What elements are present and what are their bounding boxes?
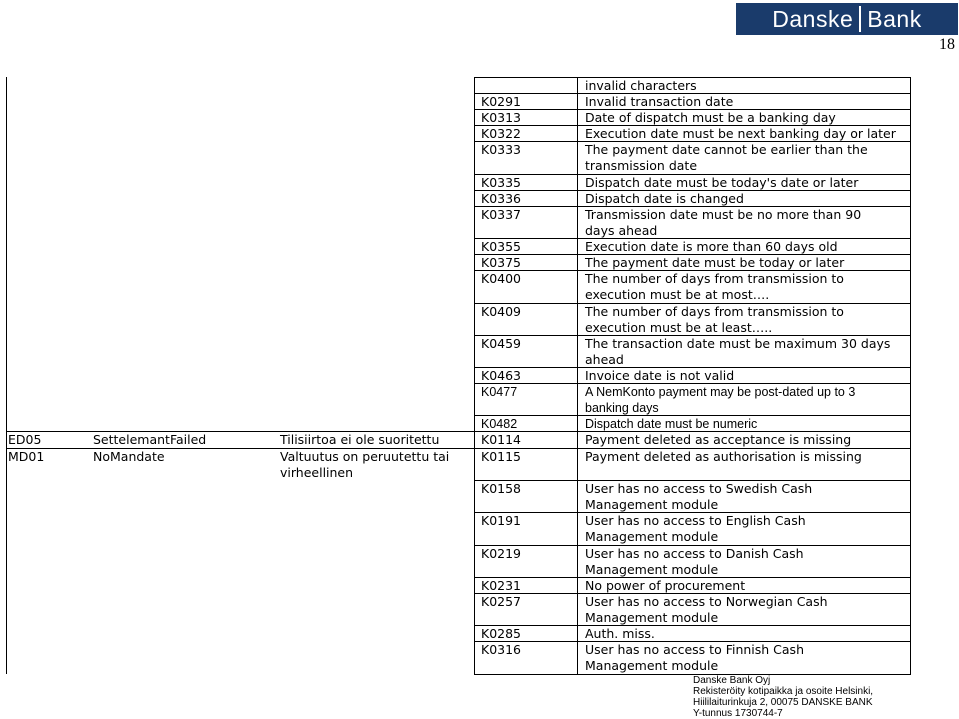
error-message-cell: Payment deleted as authorisation is missing bbox=[585, 449, 862, 464]
footer-business-id: Y-tunnus 1730744-7 bbox=[693, 708, 783, 719]
error-message-cell: Management module bbox=[585, 562, 719, 577]
logo-separator bbox=[859, 6, 861, 32]
error-message-cell: User has no access to English Cash bbox=[585, 513, 806, 528]
error-message-cell: ahead bbox=[585, 352, 624, 367]
table-row-border bbox=[474, 238, 911, 239]
error-message-cell: Dispatch date must be today's date or later bbox=[585, 175, 859, 190]
table-row-border bbox=[474, 125, 911, 126]
error-message-cell: User has no access to Danish Cash bbox=[585, 546, 804, 561]
table-row-border bbox=[474, 270, 911, 271]
error-code-cell: K0115 bbox=[481, 449, 522, 464]
error-message-cell: The transaction date must be maximum 30 days bbox=[585, 336, 891, 351]
error-code-cell: K0337 bbox=[481, 207, 522, 222]
table-row-border bbox=[474, 77, 911, 78]
error-code-cell: K0333 bbox=[481, 142, 522, 157]
table-row-border bbox=[474, 206, 911, 207]
error-message-cell: User has no access to Finnish Cash bbox=[585, 642, 804, 657]
table-left-border bbox=[6, 77, 7, 674]
error-message-cell: A NemKonto payment may be post-dated up to 3 bbox=[585, 385, 856, 399]
footer-address bbox=[693, 675, 873, 719]
error-message-cell: Management module bbox=[585, 497, 719, 512]
table-row-border bbox=[474, 415, 911, 416]
error-message-cell: Management module bbox=[585, 658, 719, 673]
footer-street-address: Hiililaiturinkuja 2, 00075 DANSKE BANK bbox=[693, 697, 873, 708]
error-code-cell: K0158 bbox=[481, 481, 522, 496]
error-code-cell: K0355 bbox=[481, 239, 522, 254]
table-row-border bbox=[474, 254, 911, 255]
table-row-border bbox=[474, 93, 911, 94]
error-message-cell: execution must be at least….. bbox=[585, 320, 773, 335]
table-row-border bbox=[474, 480, 911, 481]
error-message-cell: banking days bbox=[585, 401, 659, 415]
error-message-cell: Auth. miss. bbox=[585, 626, 655, 641]
page-number: 18 bbox=[939, 36, 955, 53]
error-code-cell: K0316 bbox=[481, 642, 522, 657]
error-message-cell: Dispatch date must be numeric bbox=[585, 417, 758, 431]
error-message-cell: Execution date must be next banking day or later bbox=[585, 126, 896, 141]
error-message-cell: Execution date is more than 60 days old bbox=[585, 239, 838, 254]
footer-company: Danske Bank Oyj bbox=[693, 675, 771, 686]
error-code-cell: K0335 bbox=[481, 175, 522, 190]
table-row-border bbox=[6, 431, 911, 432]
finnish-description-cell: Tilisiirtoa ei ole suoritettu bbox=[280, 432, 440, 447]
error-code-cell: K0409 bbox=[481, 304, 522, 319]
error-message-cell: Management module bbox=[585, 610, 719, 625]
error-code-cell: K0477 bbox=[481, 385, 518, 399]
status-code-cell: MD01 bbox=[8, 449, 45, 464]
error-code-cell: K0322 bbox=[481, 126, 522, 141]
error-message-cell: User has no access to Norwegian Cash bbox=[585, 594, 828, 609]
table-row-border bbox=[474, 109, 911, 110]
error-message-cell: The payment date cannot be earlier than the bbox=[585, 142, 868, 157]
logo-word-danske: Danske bbox=[772, 5, 854, 32]
table-row-border bbox=[474, 141, 911, 142]
error-code-cell: K0313 bbox=[481, 110, 522, 125]
error-code-cell: K0291 bbox=[481, 94, 522, 109]
error-message-cell: Payment deleted as acceptance is missing bbox=[585, 432, 852, 447]
error-message-cell: Dispatch date is changed bbox=[585, 191, 744, 206]
footer-registered-office: Rekisteröity kotipaikka ja osoite Helsinki, bbox=[693, 686, 874, 697]
error-message-cell: Management module bbox=[585, 529, 719, 544]
table-row-border bbox=[474, 625, 911, 626]
error-code-cell: K0400 bbox=[481, 271, 522, 286]
table-row-border bbox=[474, 641, 911, 642]
error-code-cell: K0191 bbox=[481, 513, 522, 528]
error-message-cell: days ahead bbox=[585, 223, 658, 238]
danske-bank-logo bbox=[736, 3, 958, 35]
table-row-border bbox=[474, 303, 911, 304]
table-row-border bbox=[474, 593, 911, 594]
error-code-cell: K0459 bbox=[481, 336, 522, 351]
error-message-cell: User has no access to Swedish Cash bbox=[585, 481, 813, 496]
table-row-border bbox=[474, 577, 911, 578]
error-code-cell: K0463 bbox=[481, 368, 522, 383]
table-row-border bbox=[474, 367, 911, 368]
error-message-cell: Invoice date is not valid bbox=[585, 368, 735, 383]
table-right-border bbox=[910, 77, 911, 675]
code-column-border bbox=[474, 77, 475, 674]
error-message-cell: transmission date bbox=[585, 158, 698, 173]
table-row-border bbox=[474, 545, 911, 546]
finnish-description-cell: Valtuutus on peruutettu tai bbox=[280, 449, 450, 464]
reason-name-cell: SettelemantFailed bbox=[93, 432, 207, 447]
error-code-cell: K0482 bbox=[481, 417, 518, 431]
error-message-cell: The payment date must be today or later bbox=[585, 255, 845, 270]
error-message-cell: The number of days from transmission to bbox=[585, 304, 844, 319]
reason-name-cell: NoMandate bbox=[93, 449, 165, 464]
status-code-cell: ED05 bbox=[8, 432, 42, 447]
table-row-border bbox=[474, 383, 911, 384]
error-message-cell: The number of days from transmission to bbox=[585, 271, 844, 286]
error-code-cell: K0219 bbox=[481, 546, 522, 561]
error-code-cell: K0231 bbox=[481, 578, 522, 593]
error-code-cell: K0336 bbox=[481, 191, 522, 206]
table-row-border bbox=[474, 174, 911, 175]
error-message-cell: invalid characters bbox=[585, 78, 697, 93]
logo-word-bank: Bank bbox=[867, 5, 922, 32]
error-message-cell: No power of procurement bbox=[585, 578, 746, 593]
error-code-cell: K0285 bbox=[481, 626, 522, 641]
error-message-cell: Transmission date must be no more than 90 bbox=[585, 207, 862, 222]
error-message-cell: execution must be at most…. bbox=[585, 287, 770, 302]
error-code-cell: K0114 bbox=[481, 432, 522, 447]
error-message-cell: Invalid transaction date bbox=[585, 94, 734, 109]
finnish-description-cell: virheellinen bbox=[280, 465, 354, 480]
error-message-cell: Date of dispatch must be a banking day bbox=[585, 110, 836, 125]
table-row-border bbox=[474, 335, 911, 336]
message-column-border bbox=[577, 77, 578, 674]
error-code-cell: K0257 bbox=[481, 594, 522, 609]
table-row-border bbox=[474, 190, 911, 191]
error-code-cell: K0375 bbox=[481, 255, 522, 270]
table-row-border bbox=[6, 448, 911, 449]
table-row-border bbox=[474, 512, 911, 513]
